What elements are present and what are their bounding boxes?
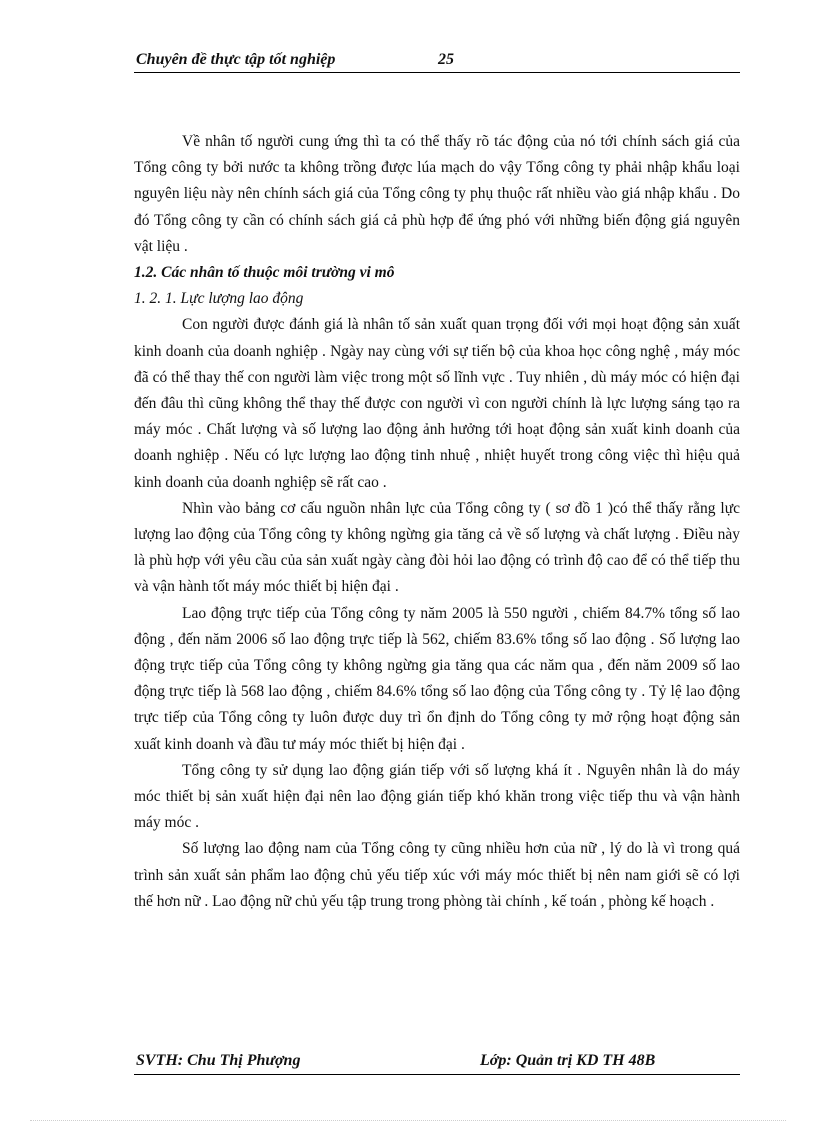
paragraph-gender-ratio: Số lượng lao động nam của Tổng công ty cũng nhiều hơn của nữ , lý do là vì trong quá trình sản xuất sản phẩm lao động chủ yếu tiếp xúc với máy móc thiết bị nên nam giới sẽ có lợi thế hơn nữ . Lao động nữ chủ yếu tập trung trong phòng tài chính , kế toán , phòng kế hoạch . bbox=[134, 840, 740, 910]
paragraph-supplier-factor: Về nhân tố người cung ứng thì ta có thể thấy rõ tác động của nó tới chính sách giá của Tổng công ty bởi nước ta không trồng được lúa mạch do vậy Tổng công ty phải nhập khẩu loại nguyên liệu này nên chính sách giá của Tổng công ty phụ thuộc rất nhiều vào giá nhập khẩu . Do đó Tổng công ty cần có chính sách giá cả phù hợp để ứng phó với những biến động giá nguyên vật liệu . bbox=[134, 133, 740, 255]
paragraph-labor-importance: Con người được đánh giá là nhân tố sản xuất quan trọng đối với mọi hoạt động sản xuất kinh doanh của doanh nghiệp . Ngày nay cùng với sự tiến bộ của khoa học công nghệ , máy móc đã có thể thay thế con người làm việc trong một số lĩnh vực . Tuy nhiên , dù máy móc có hiện đại đến đâu thì cũng không thể thay thế được con người vì con người chính là lực lượng sáng tạo ra máy móc . Chất lượng và số lượng lao động ảnh hưởng tới hoạt động sản xuất kinh doanh của doanh nghiệp . Nếu có lực lượng lao động tinh nhuệ , nhiệt huyết trong công việc thì hiệu quả kinh doanh của doanh nghiệp sẽ rất cao . bbox=[134, 316, 740, 491]
page-bottom-divider bbox=[30, 1120, 786, 1121]
student-name: SVTH: Chu Thị Phượng bbox=[136, 1052, 301, 1069]
paragraph-indirect-labor: Tổng công ty sử dụng lao động gián tiếp với số lượng khá ít . Nguyên nhân là do máy móc thiết bị sản xuất hiện đại nên lao động gián tiếp khó khăn trong việc tiếp thu và vận hành máy móc . bbox=[134, 761, 740, 832]
paragraph-direct-labor: Lao động trực tiếp của Tổng công ty năm 2005 là 550 người , chiếm 84.7% tổng số lao động , đến năm 2006 số lao động trực tiếp là 562, chiếm 83.6% tổng số lao động . Số lượng lao động trực tiếp của Tổng công ty không ngừng gia tăng qua các năm qua , đến năm 2009 số lao động trực tiếp là 568 lao động , chiếm 84.6% tổng số lao động của Tổng công ty . Tỷ lệ lao động trực tiếp của Tổng công ty luôn được duy trì ổn định do Tổng công ty mở rộng hoạt động sản xuất kinh doanh và đầu tư máy móc thiết bị hiện đại . bbox=[134, 604, 740, 753]
section-heading: 1.2. Các nhân tố thuộc môi trường vi mô bbox=[134, 264, 395, 282]
subsection-heading: 1. 2. 1. Lực lượng lao động bbox=[134, 290, 304, 308]
document-title: Chuyên đề thực tập tốt nghiệp bbox=[136, 51, 336, 68]
page-header bbox=[134, 50, 740, 73]
class-name: Lớp: Quản trị KD TH 48B bbox=[480, 1052, 656, 1069]
page-content bbox=[134, 129, 740, 915]
page-number: 25 bbox=[438, 51, 454, 68]
paragraph-labor-structure: Nhìn vào bảng cơ cấu nguồn nhân lực của Tổng công ty ( sơ đồ 1 )có thể thấy rằng lực lượng lao động của Tổng công ty không ngừng gia tăng cả về số lượng và chất lượng . Điều này là phù hợp với yêu cầu của sản xuất ngày càng đòi hỏi lao động có trình độ cao để có thể tiếp thu và vận hành tốt máy móc thiết bị hiện đại . bbox=[134, 499, 740, 596]
page-footer bbox=[134, 1050, 740, 1075]
